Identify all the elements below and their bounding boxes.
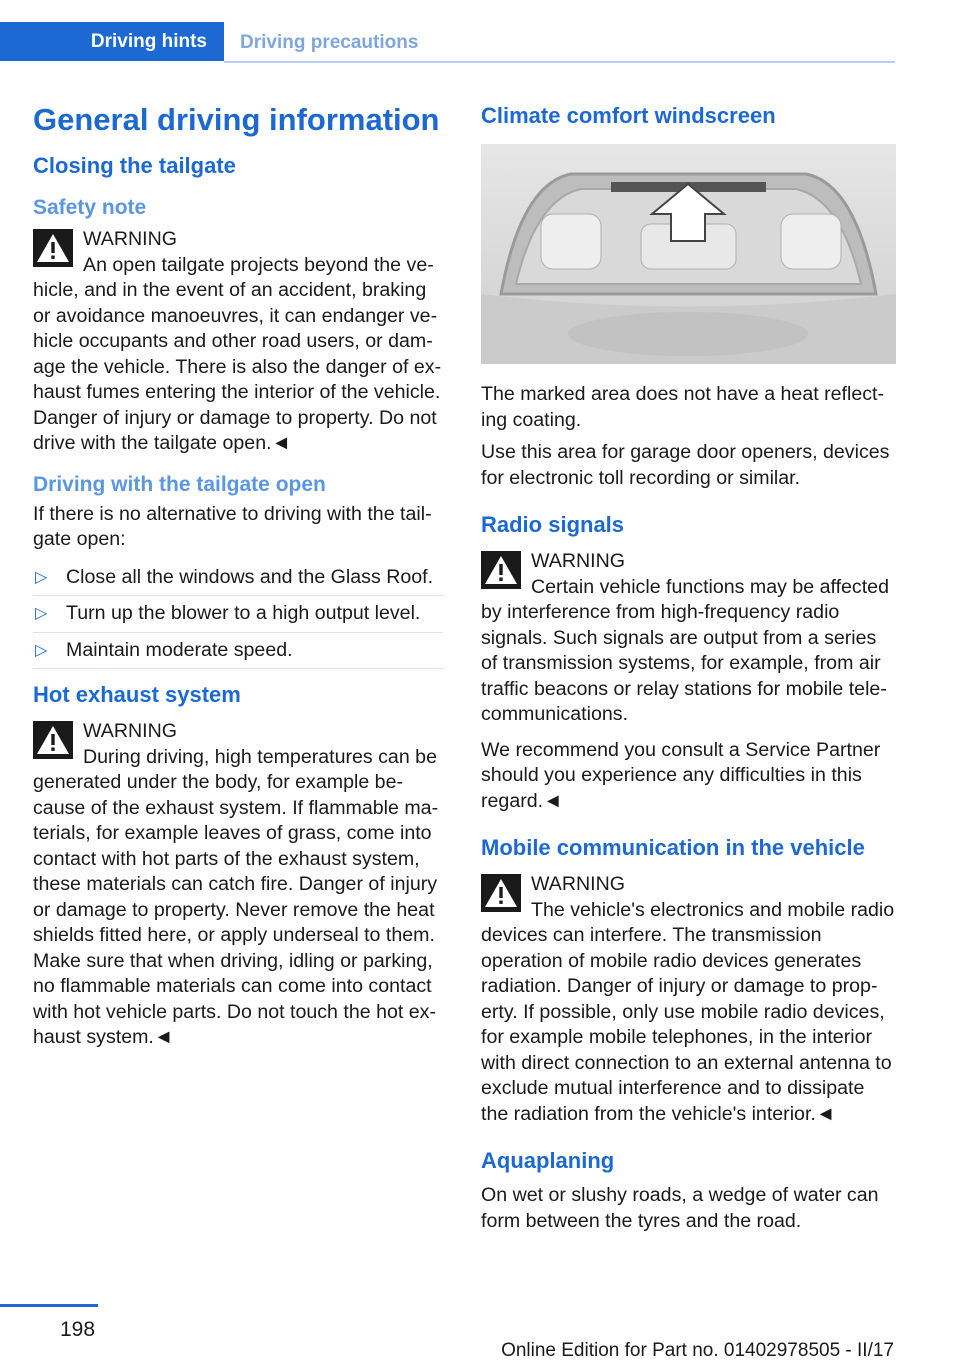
radio-paragraph-2: We recommend you consult a Service Partner should you experience any difficulties in this regard.◄	[481, 738, 881, 812]
safety-heading: Safety note	[33, 196, 147, 219]
closing-heading: Closing the tailgate	[33, 153, 236, 178]
page-title: General driving information	[33, 102, 440, 137]
warning-text: The vehicle's electronics and mobile radio devices can interfere. The transmission operation of mobile radio devices generates radiation. Danger of injury or damage to property. If possible, only use mobile radio devices, for example mobile telephones, in the interior with direct connection to an external antenna to exclude mutual interference and to dissipate the radiation from the vehicle's interior.◄	[481, 898, 895, 1125]
footer-divider	[0, 1304, 98, 1307]
tailgate-open-heading: Driving with the tailgate open	[33, 472, 326, 496]
warning-label: WARNING	[531, 873, 625, 895]
warning-triangle-icon	[481, 874, 521, 912]
climate-paragraph-1: The marked area does not have a heat reflecting coating.	[481, 383, 884, 431]
triangle-bullet-icon: ▷	[35, 605, 48, 622]
right-column	[481, 96, 896, 1241]
page-number: 198	[60, 1318, 96, 1341]
climate-heading: Climate comfort windscreen	[481, 103, 776, 128]
mobile-heading: Mobile communication in the vehicle	[481, 835, 865, 860]
warning-mobile	[481, 870, 896, 1127]
tab-divider	[224, 61, 895, 63]
climate-paragraph-2: Use this area for garage door openers, devices for electronic toll recording or similar.	[481, 441, 890, 489]
warning-tailgate	[33, 225, 443, 457]
warning-label: WARNING	[531, 550, 625, 572]
triangle-bullet-icon: ▷	[35, 641, 48, 659]
list-item: ▷ Turn up the blower to a high output level.	[33, 596, 443, 633]
warning-exhaust	[33, 717, 443, 1051]
rear-window-photo	[481, 144, 896, 364]
list-item: ▷ Close all the windows and the Glass Roof.	[33, 560, 443, 597]
tailgate-open-intro: If there is no alternative to driving with the tailgate open:	[33, 502, 432, 550]
exhaust-heading: Hot exhaust system	[33, 682, 241, 707]
tailgate-open-list	[33, 560, 443, 670]
warning-text: Certain vehicle functions may be affected by interference from high-frequency radio signals. Such signals are output from a series of transmission systems, for example, from air traffic beacons or relay stations for mobile telecommunications.	[481, 575, 889, 725]
tab-driving-hints[interactable]: Driving hints	[0, 22, 224, 61]
warning-label: WARNING	[83, 720, 177, 742]
header-tabs	[0, 22, 895, 63]
warning-triangle-icon	[33, 721, 73, 759]
left-column	[33, 96, 443, 1061]
warning-triangle-icon	[481, 551, 521, 589]
radio-heading: Radio signals	[481, 512, 625, 537]
warning-radio	[481, 547, 896, 728]
aquaplaning-text: On wet or slushy roads, a wedge of water can form between the tyres and the road.	[481, 1184, 879, 1232]
warning-label: WARNING	[83, 228, 177, 250]
warning-text: An open tailgate projects beyond the vehicle, and in the event of an accident, braking or avoidance manoeuvres, it can endanger vehicle occupants and other road users, or damage the vehicle. There is also the danger of exhaust fumes entering the interior of the vehicle. Danger of injury or damage to property. Do not drive with the tailgate open.◄	[33, 253, 442, 454]
tab-driving-precautions[interactable]: Driving precautions	[240, 32, 419, 53]
edition-note: Online Edition for Part no. 01402978505 - II/17	[501, 1340, 894, 1361]
warning-triangle-icon	[33, 229, 73, 267]
triangle-bullet-icon: ▷	[35, 568, 48, 586]
list-item: ▷ Maintain moderate speed.	[33, 633, 443, 670]
aquaplaning-heading: Aquaplaning	[481, 1148, 615, 1173]
warning-text: During driving, high temperatures can be generated under the body, for example because of the exhaust system. If flammable materials, for example leaves of grass, come into contact with hot parts of the exhaust system, these materials can catch fire. Danger of injury or damage to property. Never remove the heat shields fitted here, or apply underseal to them. Make sure that when driving, idling or parking, no flammable materials can come into contact with hot vehicle parts. Do not touch the hot exhaust system.◄	[33, 745, 439, 1048]
